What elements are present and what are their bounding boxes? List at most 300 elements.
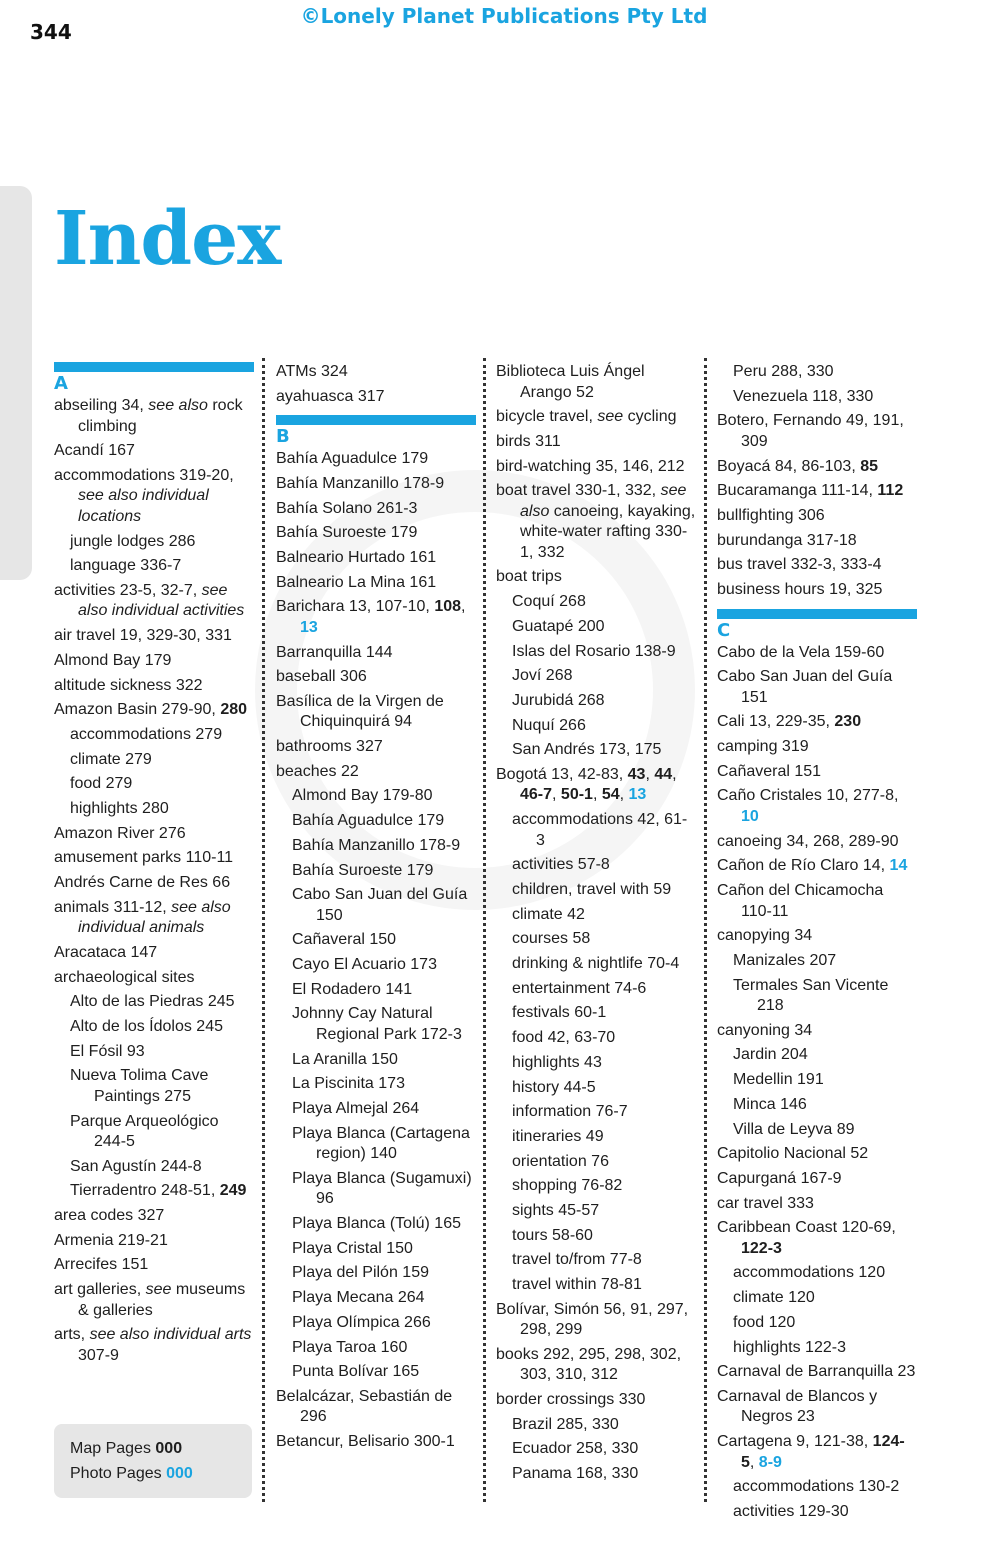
map-page-ref: 46-7 — [520, 786, 553, 804]
index-subentry — [496, 905, 696, 926]
entry-text: Playa Cristal 150 — [292, 1239, 413, 1257]
section-letter: C — [717, 619, 731, 641]
entry-text: canoeing, kayaking, white-water rafting 330-1, 332 — [520, 502, 696, 561]
index-subentry — [496, 1176, 696, 1197]
entry-text: bullfighting 306 — [717, 506, 825, 524]
entry-text: Joví 268 — [512, 667, 573, 685]
photo-pages-legend — [70, 1464, 193, 1484]
entry-text: Basílica de la Virgen de Chiquinquirá 94 — [276, 692, 444, 731]
entry-text: rock climbing — [78, 397, 243, 435]
entry-text: Bogotá 13, 42-83, — [496, 765, 628, 783]
entry-text: canopying 34 — [717, 927, 813, 945]
index-entry — [54, 824, 254, 845]
entry-text: accommodations 120 — [733, 1264, 886, 1282]
photo-pages-label: Photo Pages — [70, 1465, 162, 1482]
entry-text: Punta Bolívar 165 — [292, 1363, 420, 1381]
entry-text: Nuquí 266 — [512, 716, 586, 734]
entry-text: climate 42 — [512, 905, 585, 923]
map-page-ref: 122-3 — [741, 1239, 782, 1257]
index-subentry — [276, 1239, 476, 1260]
entry-text: Bahía Aguadulce 179 — [276, 450, 429, 468]
index-subentry — [717, 1477, 917, 1498]
entry-text: accommodations 279 — [70, 725, 223, 743]
map-page-ref: 54 — [601, 786, 620, 804]
map-page-ref: 124-5 — [741, 1433, 905, 1471]
entry-text: canyoning 34 — [717, 1021, 813, 1039]
entry-text: see also individual locations — [78, 487, 209, 525]
index-subentry — [496, 666, 696, 687]
index-entry — [717, 643, 917, 664]
entry-text: Cabo de la Vela 159-60 — [717, 643, 885, 661]
index-entry — [276, 474, 476, 495]
index-column-3 — [496, 362, 696, 1504]
index-subentry — [276, 1050, 476, 1071]
index-subentry — [496, 1053, 696, 1074]
entry-text: burundanga 317-18 — [717, 531, 857, 549]
entry-text: Johnny Cay Natural Regional Park 172-3 — [292, 1005, 462, 1043]
index-subentry — [717, 951, 917, 972]
index-subentry — [276, 1313, 476, 1334]
page-title: Index — [54, 196, 281, 282]
index-subentry — [496, 929, 696, 950]
index-subentry — [496, 810, 696, 851]
entry-text: beaches 22 — [276, 762, 359, 780]
map-page-ref: 43 — [627, 765, 646, 783]
entry-text: , — [672, 765, 677, 783]
entry-text: , — [592, 786, 602, 804]
index-entry — [717, 1387, 917, 1428]
index-subentry — [54, 1112, 254, 1153]
entry-text: ATMs 324 — [276, 363, 348, 380]
entry-text: El Rodadero 141 — [292, 980, 413, 998]
map-page-ref: 280 — [220, 701, 248, 719]
map-page-ref: 44 — [654, 765, 673, 783]
entry-text: bus travel 332-3, 333-4 — [717, 556, 882, 574]
entry-text: Bahía Suroeste 179 — [292, 861, 434, 879]
entry-text: Parque Arqueológico 244-5 — [70, 1112, 219, 1150]
entry-text: 307-9 — [78, 1346, 119, 1364]
index-subentry — [496, 954, 696, 975]
entry-text: orientation 76 — [512, 1152, 609, 1170]
entry-text: Belalcázar, Sebastián de 296 — [276, 1387, 453, 1426]
entry-text: arts, — [54, 1326, 90, 1344]
entry-text: itineraries 49 — [512, 1127, 604, 1145]
index-entry — [717, 1144, 917, 1165]
index-entry — [54, 968, 254, 989]
index-subentry — [54, 799, 254, 820]
entry-text: Ecuador 258, 330 — [512, 1440, 639, 1458]
index-entry — [276, 362, 476, 383]
index-entry — [717, 1021, 917, 1042]
index-subentry — [717, 1045, 917, 1066]
entry-text: Guatapé 200 — [512, 617, 605, 635]
index-entry — [54, 848, 254, 869]
map-pages-legend — [70, 1439, 182, 1459]
entry-text: Minca 146 — [733, 1095, 807, 1113]
index-entry — [717, 531, 917, 552]
entry-text: animals 311-12, — [54, 898, 172, 916]
index-subentry — [276, 786, 476, 807]
index-entry — [496, 432, 696, 453]
index-subentry — [276, 955, 476, 976]
entry-text: Termales San Vicente 218 — [733, 976, 889, 1015]
index-subentry — [717, 976, 917, 1017]
entry-text: Bahía Solano 261-3 — [276, 499, 418, 517]
photo-page-ref: 10 — [741, 807, 759, 825]
entry-text: Medellin 191 — [733, 1071, 824, 1089]
entry-text: Playa Almejal 264 — [292, 1100, 420, 1117]
index-entry — [276, 643, 476, 664]
entry-text: Playa del Pilón 159 — [292, 1264, 429, 1282]
index-entry — [496, 362, 696, 403]
index-entry — [496, 1390, 696, 1411]
entry-text: Nueva Tolima Cave Paintings 275 — [70, 1067, 209, 1105]
entry-text: children, travel with 59 — [512, 881, 672, 898]
index-entry — [496, 1345, 696, 1386]
entry-text: abseiling 34, — [54, 397, 149, 414]
entry-text: La Aranilla 150 — [292, 1050, 398, 1068]
index-entry — [496, 1300, 696, 1341]
index-subentry — [54, 1017, 254, 1038]
index-subentry — [496, 1226, 696, 1247]
index-subentry — [276, 1263, 476, 1284]
entry-text: activities 57-8 — [512, 856, 610, 874]
entry-text: El Fósil 93 — [70, 1042, 145, 1060]
entry-text: , — [645, 765, 655, 783]
index-subentry — [717, 1095, 917, 1116]
entry-text: Playa Blanca (Sugamuxi) 96 — [292, 1169, 472, 1208]
entry-text: Carnaval de Blancos y Negros 23 — [717, 1387, 878, 1426]
index-subentry — [496, 1028, 696, 1049]
entry-text: Barranquilla 144 — [276, 643, 393, 661]
entry-text: travel to/from 77-8 — [512, 1251, 642, 1269]
entry-text: Armenia 219-21 — [54, 1231, 168, 1249]
entry-text: food 42, 63-70 — [512, 1029, 616, 1047]
index-entry — [54, 651, 254, 672]
index-entry — [276, 499, 476, 520]
map-page-ref: 249 — [219, 1182, 247, 1200]
index-subentry — [276, 980, 476, 1001]
entry-text: Cabo San Juan del Guía 150 — [292, 886, 468, 924]
entry-text: art galleries, — [54, 1281, 146, 1299]
entry-text: Venezuela 118, 330 — [733, 387, 874, 405]
index-subentry — [496, 1415, 696, 1436]
index-entry — [54, 943, 254, 964]
index-entry — [54, 898, 254, 939]
entry-text: Jardin 204 — [733, 1046, 808, 1064]
entry-text: Cañon de Río Claro 14, — [717, 857, 890, 875]
entry-text: food 120 — [733, 1313, 796, 1331]
entry-text: Caribbean Coast 120-69, — [717, 1219, 896, 1237]
entry-text: climate 120 — [733, 1289, 815, 1307]
index-subentry — [717, 1263, 917, 1284]
entry-text: accommodations 319-20, — [54, 466, 234, 484]
entry-text: Playa Olímpica 266 — [292, 1313, 431, 1331]
entry-text: Playa Taroa 160 — [292, 1338, 408, 1356]
entry-text: San Andrés 173, 175 — [512, 741, 662, 759]
index-subentry — [54, 992, 254, 1013]
entry-text: air travel 19, 329-30, 331 — [54, 627, 232, 645]
photo-page-ref: 13 — [300, 618, 318, 636]
index-subentry — [496, 716, 696, 737]
photo-page-ref: 13 — [628, 786, 647, 804]
entry-text: see — [145, 1281, 172, 1299]
index-subentry — [276, 1288, 476, 1309]
photo-pages-value: 000 — [166, 1465, 193, 1482]
entry-text: Almond Bay 179-80 — [292, 787, 433, 805]
entry-text: language 336-7 — [70, 557, 182, 575]
entry-text: border crossings 330 — [496, 1391, 646, 1409]
entry-text: Cañaveral 150 — [292, 931, 397, 949]
index-subentry — [276, 930, 476, 951]
entry-text: Coquí 268 — [512, 593, 586, 611]
index-subentry — [276, 1169, 476, 1210]
index-entry — [717, 580, 917, 601]
index-entry — [717, 1362, 917, 1383]
map-page-ref: 50-1 — [560, 786, 593, 804]
entry-text: Manizales 207 — [733, 951, 837, 969]
entry-text: see also individual arts — [89, 1326, 252, 1344]
entry-text: see also — [148, 397, 208, 414]
entry-text: bathrooms 327 — [276, 738, 383, 756]
index-entry — [276, 1387, 476, 1428]
column-divider — [704, 358, 707, 1502]
photo-page-ref: 8-9 — [758, 1453, 782, 1471]
map-page-ref: 85 — [860, 457, 879, 475]
entry-text: birds 311 — [496, 432, 561, 450]
index-entry — [54, 1280, 254, 1321]
index-entry — [717, 1218, 917, 1259]
entry-text: Carnaval de Barranquilla 23 — [717, 1363, 916, 1381]
index-entry — [717, 1194, 917, 1215]
index-subentry — [276, 861, 476, 882]
index-subentry — [496, 691, 696, 712]
entry-text: car travel 333 — [717, 1194, 814, 1212]
entry-text: Bahía Aguadulce 179 — [292, 812, 445, 830]
index-subentry — [276, 1214, 476, 1235]
entry-text: Brazil 285, 330 — [512, 1415, 619, 1433]
index-subentry — [496, 1127, 696, 1148]
entry-text: , — [749, 1453, 759, 1471]
entry-text: Balneario Hurtado 161 — [276, 548, 437, 566]
entry-text: camping 319 — [717, 738, 809, 756]
index-entry — [717, 481, 917, 502]
entry-text: highlights 43 — [512, 1053, 602, 1071]
index-subentry — [496, 1464, 696, 1485]
index-subentry — [54, 1181, 254, 1202]
entry-text: activities 129-30 — [733, 1502, 849, 1520]
entry-text: altitude sickness 322 — [54, 676, 203, 694]
index-entry — [276, 737, 476, 758]
section-letter: B — [276, 426, 290, 448]
index-entry — [276, 667, 476, 688]
index-entry — [54, 466, 254, 528]
index-subentry — [496, 1102, 696, 1123]
index-subentry — [496, 740, 696, 761]
photo-page-ref: 14 — [889, 857, 908, 875]
entry-text: Tierradentro 248-51, — [70, 1182, 220, 1200]
index-subentry — [496, 642, 696, 663]
index-subentry — [496, 1152, 696, 1173]
index-subentry — [276, 885, 476, 926]
entry-text: Andrés Carne de Res 66 — [54, 874, 231, 891]
entry-text: highlights 280 — [70, 799, 169, 817]
entry-text: Playa Blanca (Cartagena region) 140 — [292, 1124, 470, 1163]
index-entry — [717, 856, 917, 877]
entry-text: Acandí 167 — [54, 442, 135, 460]
entry-text: San Agustín 244-8 — [70, 1157, 202, 1175]
index-entry — [717, 457, 917, 478]
entry-text: Peru 288, 330 — [733, 363, 834, 380]
entry-text: Cañaveral 151 — [717, 762, 822, 780]
column-divider — [262, 358, 265, 1502]
index-subentry — [496, 880, 696, 901]
entry-text: information 76-7 — [512, 1103, 628, 1121]
index-subentry — [717, 1338, 917, 1359]
index-subentry — [717, 362, 917, 383]
entry-text: Arrecifes 151 — [54, 1256, 149, 1274]
entry-text: canoeing 34, 268, 289-90 — [717, 832, 899, 850]
index-subentry — [54, 556, 254, 577]
index-column-4 — [717, 362, 917, 1520]
entry-text: Biblioteca Luis Ángel Arango 52 — [496, 363, 645, 401]
index-entry — [276, 597, 476, 638]
entry-text: archaeological sites — [54, 968, 195, 986]
index-entry — [54, 626, 254, 647]
index-entry — [717, 737, 917, 758]
entry-text: bird-watching 35, 146, 212 — [496, 457, 685, 475]
entry-text: Cali 13, 229-35, — [717, 713, 835, 731]
entry-text: Aracataca 147 — [54, 943, 158, 961]
index-entry — [54, 581, 254, 622]
entry-text: amusement parks 110-11 — [54, 849, 234, 867]
index-entry — [496, 407, 696, 428]
entry-text: tours 58-60 — [512, 1226, 593, 1244]
entry-text: see — [597, 408, 624, 426]
side-tab — [0, 186, 32, 580]
entry-text: Islas del Rosario 138-9 — [512, 642, 676, 660]
entry-text: Playa Blanca (Tolú) 165 — [292, 1215, 461, 1233]
entry-text: museums & galleries — [78, 1281, 246, 1319]
section-bar — [717, 609, 917, 619]
index-subentry — [276, 1338, 476, 1359]
entry-text: jungle lodges 286 — [70, 532, 196, 550]
index-subentry — [276, 1074, 476, 1095]
entry-text: area codes 327 — [54, 1207, 165, 1225]
section-letter: A — [54, 373, 68, 394]
entry-text: Alto de los Ídolos 245 — [70, 1017, 223, 1035]
index-subentry — [496, 617, 696, 638]
index-subentry — [496, 1003, 696, 1024]
index-subentry — [496, 1275, 696, 1296]
index-entry — [717, 1169, 917, 1190]
entry-text: see also individual animals — [78, 898, 231, 937]
index-entry — [54, 676, 254, 697]
entry-text: highlights 122-3 — [733, 1338, 846, 1356]
index-entry — [54, 700, 254, 721]
index-entry — [54, 441, 254, 462]
entry-text: Bahía Manzanillo 178-9 — [292, 836, 461, 854]
entry-text: sights 45-57 — [512, 1201, 600, 1219]
entry-text: Bahía Suroeste 179 — [276, 524, 418, 542]
entry-text: Villa de Leyva 89 — [733, 1120, 855, 1138]
entry-text: see also — [520, 482, 687, 520]
index-subentry — [54, 532, 254, 553]
entry-text: Cañon del Chicamocha 110-11 — [717, 882, 884, 920]
index-entry — [496, 765, 696, 806]
entry-text: Bahía Manzanillo 178-9 — [276, 474, 445, 492]
map-page-ref: 112 — [877, 482, 904, 500]
index-entry — [717, 555, 917, 576]
index-subentry — [276, 1362, 476, 1383]
entry-text: Boyacá 84, 86-103, — [717, 457, 861, 475]
entry-text: ayahuasca 317 — [276, 387, 385, 405]
section-bar — [54, 362, 254, 372]
entry-text: Balneario La Mina 161 — [276, 573, 437, 591]
entry-text: activities 23-5, 32-7, — [54, 581, 202, 599]
index-subentry — [54, 1066, 254, 1107]
index-subentry — [717, 1502, 917, 1523]
entry-text: accommodations 130-2 — [733, 1478, 900, 1496]
entry-text: Betancur, Belisario 300-1 — [276, 1433, 455, 1451]
index-subentry — [496, 1078, 696, 1099]
entry-text: business hours 19, 325 — [717, 581, 883, 598]
entry-text: La Piscinita 173 — [292, 1075, 405, 1093]
index-entry — [54, 873, 254, 894]
index-entry — [54, 1325, 254, 1366]
index-subentry — [496, 592, 696, 613]
index-subentry — [276, 1124, 476, 1165]
index-entry — [276, 762, 476, 783]
entry-text: Capurganá 167-9 — [717, 1169, 842, 1187]
entry-text: boat trips — [496, 568, 562, 586]
index-entry — [717, 786, 917, 827]
index-entry — [717, 712, 917, 733]
index-entry — [717, 832, 917, 853]
entry-text: Caño Cristales 10, 277-8, — [717, 787, 899, 805]
entry-text: food 279 — [70, 775, 133, 793]
index-entry — [276, 449, 476, 470]
index-subentry — [717, 387, 917, 408]
index-subentry — [276, 811, 476, 832]
entry-text: Bucaramanga 111-14, — [717, 482, 878, 500]
entry-text: Botero, Fernando 49, 191, 309 — [717, 412, 904, 450]
index-subentry — [496, 1201, 696, 1222]
page-legend — [54, 1424, 252, 1498]
entry-text: climate 279 — [70, 750, 152, 768]
index-entry — [717, 762, 917, 783]
index-entry — [717, 1432, 917, 1473]
entry-text: boat travel 330-1, 332, — [496, 482, 661, 500]
entry-text: , — [619, 786, 629, 804]
index-subentry — [496, 855, 696, 876]
index-entry — [276, 692, 476, 733]
index-subentry — [717, 1070, 917, 1091]
index-entry — [717, 506, 917, 527]
entry-text: Amazon River 276 — [54, 824, 186, 842]
entry-text: Cartagena 9, 121-38, — [717, 1433, 873, 1451]
entry-text: accommodations 42, 61-3 — [512, 811, 688, 849]
index-column-2 — [276, 362, 476, 1504]
copyright-notice: ©Lonely Planet Publications Pty Ltd — [300, 4, 708, 28]
entry-text: Almond Bay 179 — [54, 651, 172, 669]
entry-text: see also individual activities — [78, 581, 245, 620]
index-entry — [276, 548, 476, 569]
entry-text: shopping 76-82 — [512, 1177, 623, 1195]
entry-text: Jurubidá 268 — [512, 691, 605, 709]
entry-text: Amazon Basin 279-90, — [54, 701, 221, 719]
map-pages-value: 000 — [155, 1440, 183, 1457]
